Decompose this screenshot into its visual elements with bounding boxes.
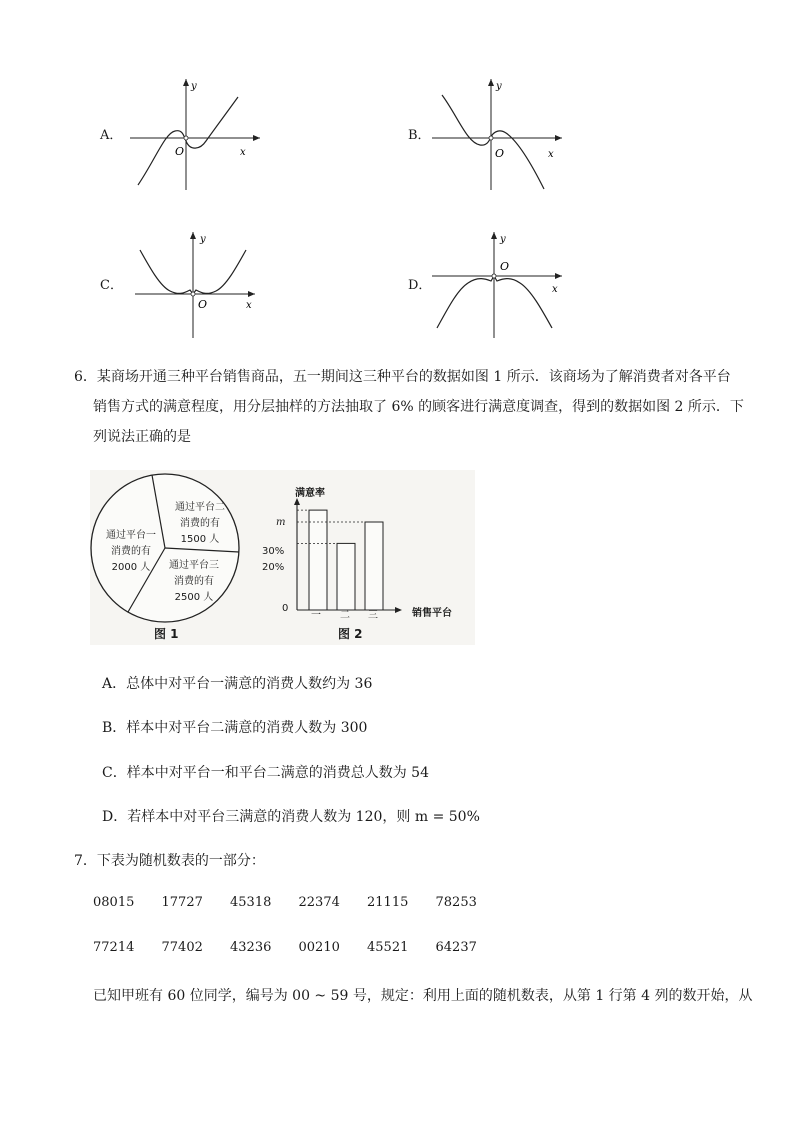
num-cell: 45318: [230, 895, 272, 910]
pie-seg2-line2: 消费的有: [180, 518, 220, 529]
option-b-xlabel: x: [548, 149, 554, 160]
q7-stem: 7．下表为随机数表的一部分：: [74, 853, 265, 869]
fig2-ylabel: 满意率: [295, 488, 325, 499]
pie-seg3-line1: 通过平台三: [169, 560, 219, 571]
pie-seg3-line2: 消费的有: [174, 576, 214, 587]
option-a-ylabel: y: [191, 81, 197, 92]
fig2-cat-3: 三: [368, 610, 378, 621]
fig2-bar-3: [365, 522, 383, 610]
num-cell: 64237: [435, 940, 477, 955]
pie-seg2-line3: 1500 人: [180, 534, 220, 545]
option-a-graph: [130, 75, 270, 195]
num-cell: 17727: [161, 895, 203, 910]
pie-seg1-line3: 2000 人: [111, 562, 151, 573]
q6-choice-c: C．样本中对平台一和平台二满意的消费总人数为 54: [102, 765, 429, 781]
q6-stem-line2: 销售方式的满意程度，用分层抽样的方法抽取了 6% 的顾客进行满意度调查，得到的数据如图 2 所示．下: [93, 399, 744, 415]
num-cell: 08015: [93, 895, 135, 910]
num-cell: 43236: [230, 940, 272, 955]
option-b-graph: [432, 75, 572, 195]
fig2-tick-20: 20%: [262, 562, 285, 573]
option-c-graph: [130, 228, 270, 340]
option-d-origin: O: [500, 260, 510, 273]
fig2-xlabel: 销售平台: [412, 608, 452, 619]
fig2-bar-2: [337, 543, 355, 610]
option-a-origin: O: [175, 145, 185, 158]
num-cell: 21115: [367, 895, 409, 910]
num-cell: 78253: [435, 895, 477, 910]
fig2-tick-m: m: [276, 517, 286, 528]
option-c-label: C．: [100, 278, 123, 293]
q7-random-row-2: [93, 940, 504, 955]
q6-choice-b: B．样本中对平台二满意的消费人数为 300: [102, 720, 368, 736]
fig1-caption: 图 1: [154, 627, 179, 641]
q6-figures: [90, 470, 475, 645]
fig2-origin: 0: [282, 603, 289, 614]
option-d-label: D．: [408, 278, 432, 293]
option-c-origin: O: [198, 298, 208, 311]
option-a-xlabel: x: [240, 147, 246, 158]
q6-stem-line3: 列说法正确的是: [93, 429, 191, 445]
q6-stem-line1: 6．某商场开通三种平台销售商品，五一期间这三种平台的数据如图 1 所示．该商场为了解消费者对各平台: [74, 369, 731, 385]
fig2-bar-1: [309, 510, 327, 610]
num-cell: 77402: [161, 940, 203, 955]
option-d-xlabel: x: [552, 284, 558, 295]
q6-choice-a: A．总体中对平台一满意的消费人数约为 36: [102, 676, 373, 692]
fig2-cat-2: 二: [340, 610, 350, 621]
option-b-label: B．: [408, 128, 431, 143]
pie-seg2-line1: 通过平台二: [175, 502, 225, 513]
option-d-ylabel: y: [500, 234, 506, 245]
option-c-xlabel: x: [246, 300, 252, 311]
pie-seg3: [162, 558, 226, 606]
q7-tail: 已知甲班有 60 位同学，编号为 00 ~ 59 号，规定：利用上面的随机数表，从第 1 行第 4 列的数开始，从: [93, 988, 753, 1004]
option-b-ylabel: y: [496, 81, 502, 92]
q6-choice-d: D．若样本中对平台三满意的消费人数为 120，则 m = 50%: [102, 809, 480, 825]
pie-seg1-line2: 消费的有: [111, 546, 151, 557]
option-c-ylabel: y: [200, 234, 206, 245]
num-cell: 45521: [367, 940, 409, 955]
pie-seg3-line3: 2500 人: [174, 592, 214, 603]
fig2-cat-1: 一: [311, 610, 321, 621]
num-cell: 00210: [298, 940, 340, 955]
num-cell: 22374: [298, 895, 340, 910]
num-cell: 77214: [93, 940, 135, 955]
option-a-label: A．: [100, 128, 123, 143]
pie-seg2: [172, 500, 228, 548]
option-d-graph: [432, 228, 572, 340]
fig2-tick-30: 30%: [262, 546, 285, 557]
option-b-origin: O: [495, 147, 505, 160]
pie-seg1-line1: 通过平台一: [106, 530, 156, 541]
fig2-bars: [297, 510, 383, 610]
fig2-caption: 图 2: [338, 627, 363, 641]
q7-random-row-1: [93, 895, 504, 910]
pie-seg1: [103, 528, 159, 576]
